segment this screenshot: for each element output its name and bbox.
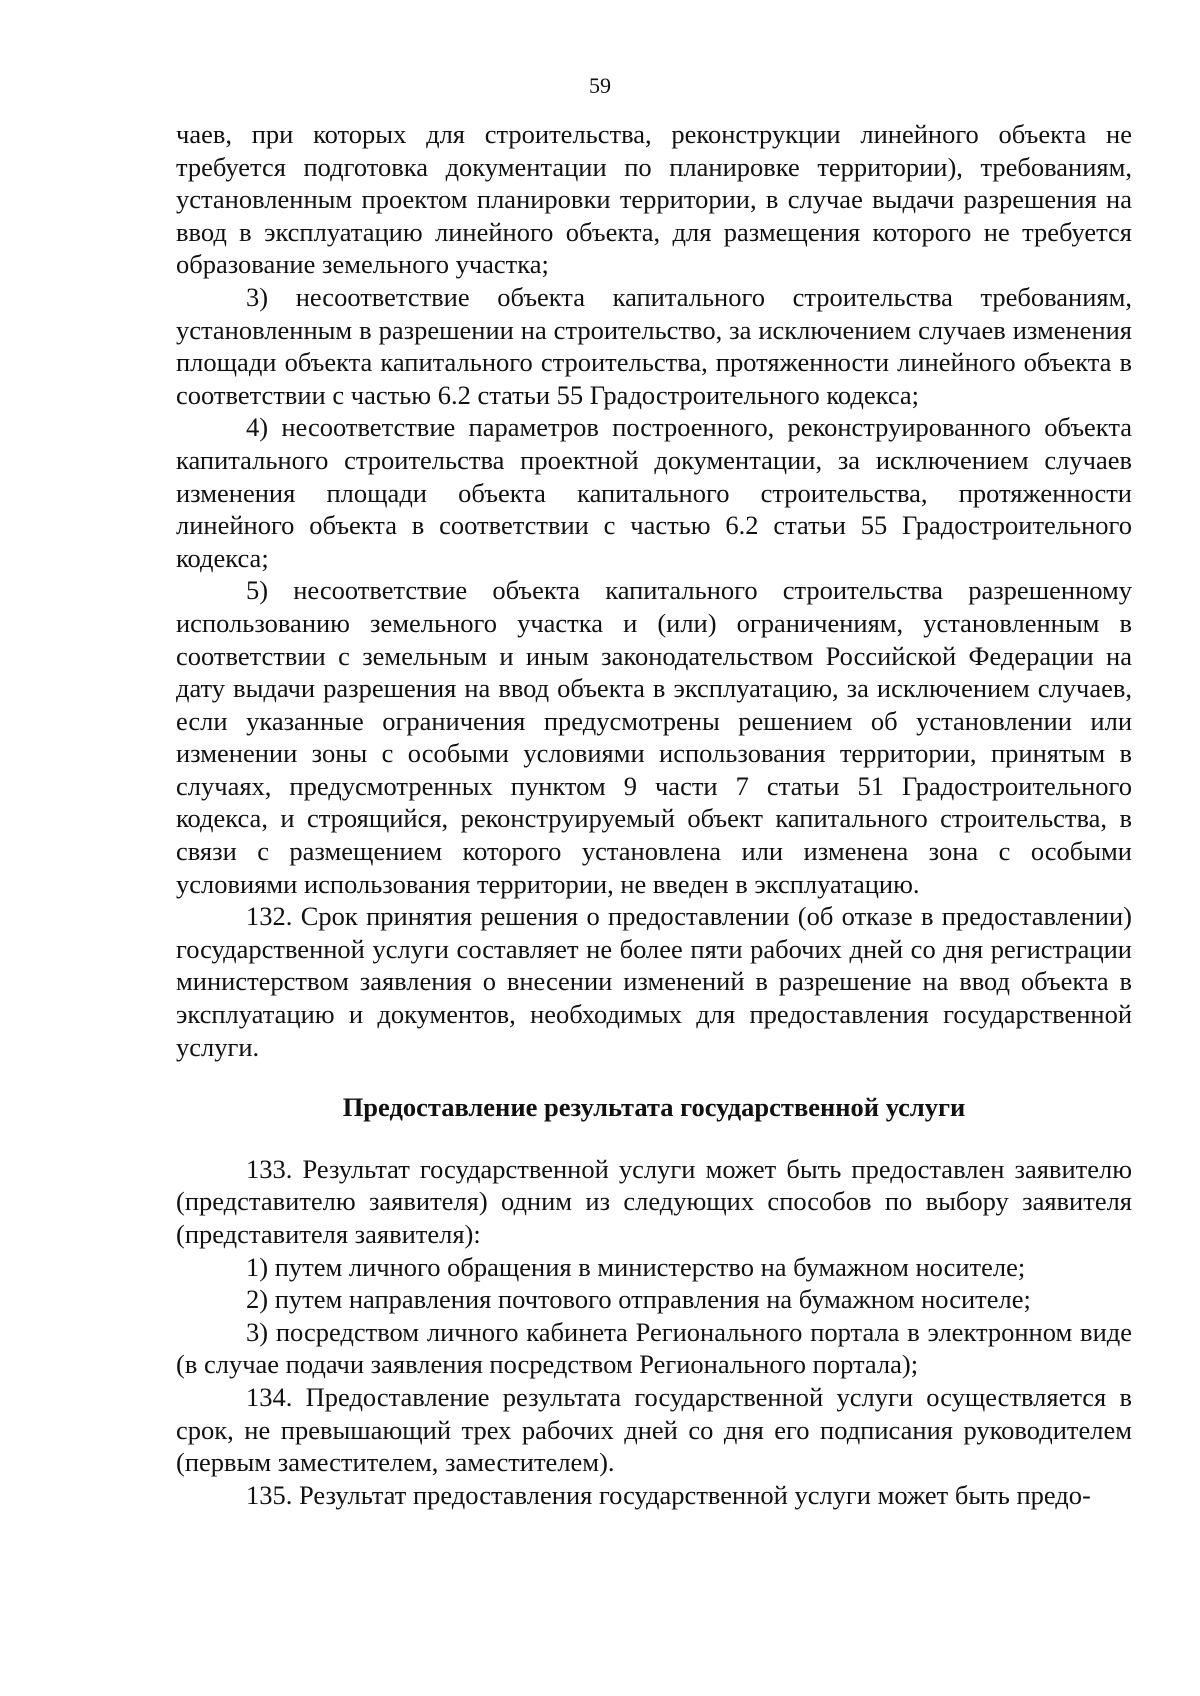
paragraph-item-5: 5) несоответствие объекта капитального строительства разрешенному использованию земельного участка и (или) ограничениям, установленным в соответствии с земельным и иным законодательством Российской Федерации на дату выдачи разрешения на ввод объекта в эксплуатацию, за исключением случаев, если указанные ограничения предусмотрены решением об установлении или изменении зоны с особыми условиями использования территории, принятым в случаях, предусмотренных пунктом 9 части 7 статьи 51 Градостроительного кодекса, и строящийся, реконструируемый объект капитального строительства, в связи с размещением которого установлена или изменена зона с особыми условиями использования территории, не введен в эксплуатацию. (176, 575, 1132, 899)
paragraph-132: 132. Срок принятия решения о предоставлении (об отказе в предоставлении) государственной услуги составляет не более пяти рабочих дней со дня регистрации министерством заявления о внесении изменений в разрешение на ввод объекта в эксплуатацию и документов, необходимых для предоставления государственной услуги. (176, 901, 1132, 1062)
paragraph-continuation: чаев, при которых для строительства, реконструкции линейного объекта не требуется подготовка документации по планировке территории), требованиям, установленным проектом планировки территории, в случае выдачи разрешения на ввод в эксплуатацию линейного объекта, для размещения которого не требуется образование земельного участка; (176, 119, 1132, 280)
paragraph-133-item-3: 3) посредством личного кабинета Регионального портала в электронном виде (в случае подачи заявления посредством Регионального портала); (176, 1316, 1132, 1380)
paragraph-135: 135. Результат предоставления государственной услуги может быть предо- (246, 1479, 1091, 1510)
paragraph-item-3: 3) несоответствие объекта капитального строительства требованиям, установленным в разрешении на строительство, за исключением случаев изменения площади объекта капитального строительства, протяженности линейного объекта в соответствии с частью 6.2 статьи 55 Градостроительного кодекса; (176, 281, 1132, 410)
page-number: 59 (589, 73, 611, 98)
paragraph-item-4: 4) несоответствие параметров построенного, реконструированного объекта капитального строительства проектной документации, за исключением случаев изменения площади объекта капитального строительства, протяженности линейного объекта в соответствии с частью 6.2 статьи 55 Градостроительного кодекса; (176, 412, 1132, 573)
section-heading: Предоставление результата государственной услуги (342, 1092, 966, 1123)
paragraph-134: 134. Предоставление результата государственной услуги осуществляется в срок, не превышающий трех рабочих дней со дня его подписания руководителем (первым заместителем, заместителем). (176, 1381, 1132, 1478)
paragraph-133-item-2: 2) путем направления почтового отправления на бумажном носителе; (246, 1284, 1031, 1315)
document-body (176, 118, 1132, 1511)
paragraph-133-item-1: 1) путем личного обращения в министерство на бумажном носителе; (246, 1251, 1026, 1282)
paragraph-133: 133. Результат государственной услуги может быть предоставлен заявителю (представителю заявителя) одним из следующих способов по выбору заявителя (представителя заявителя): (176, 1153, 1132, 1249)
